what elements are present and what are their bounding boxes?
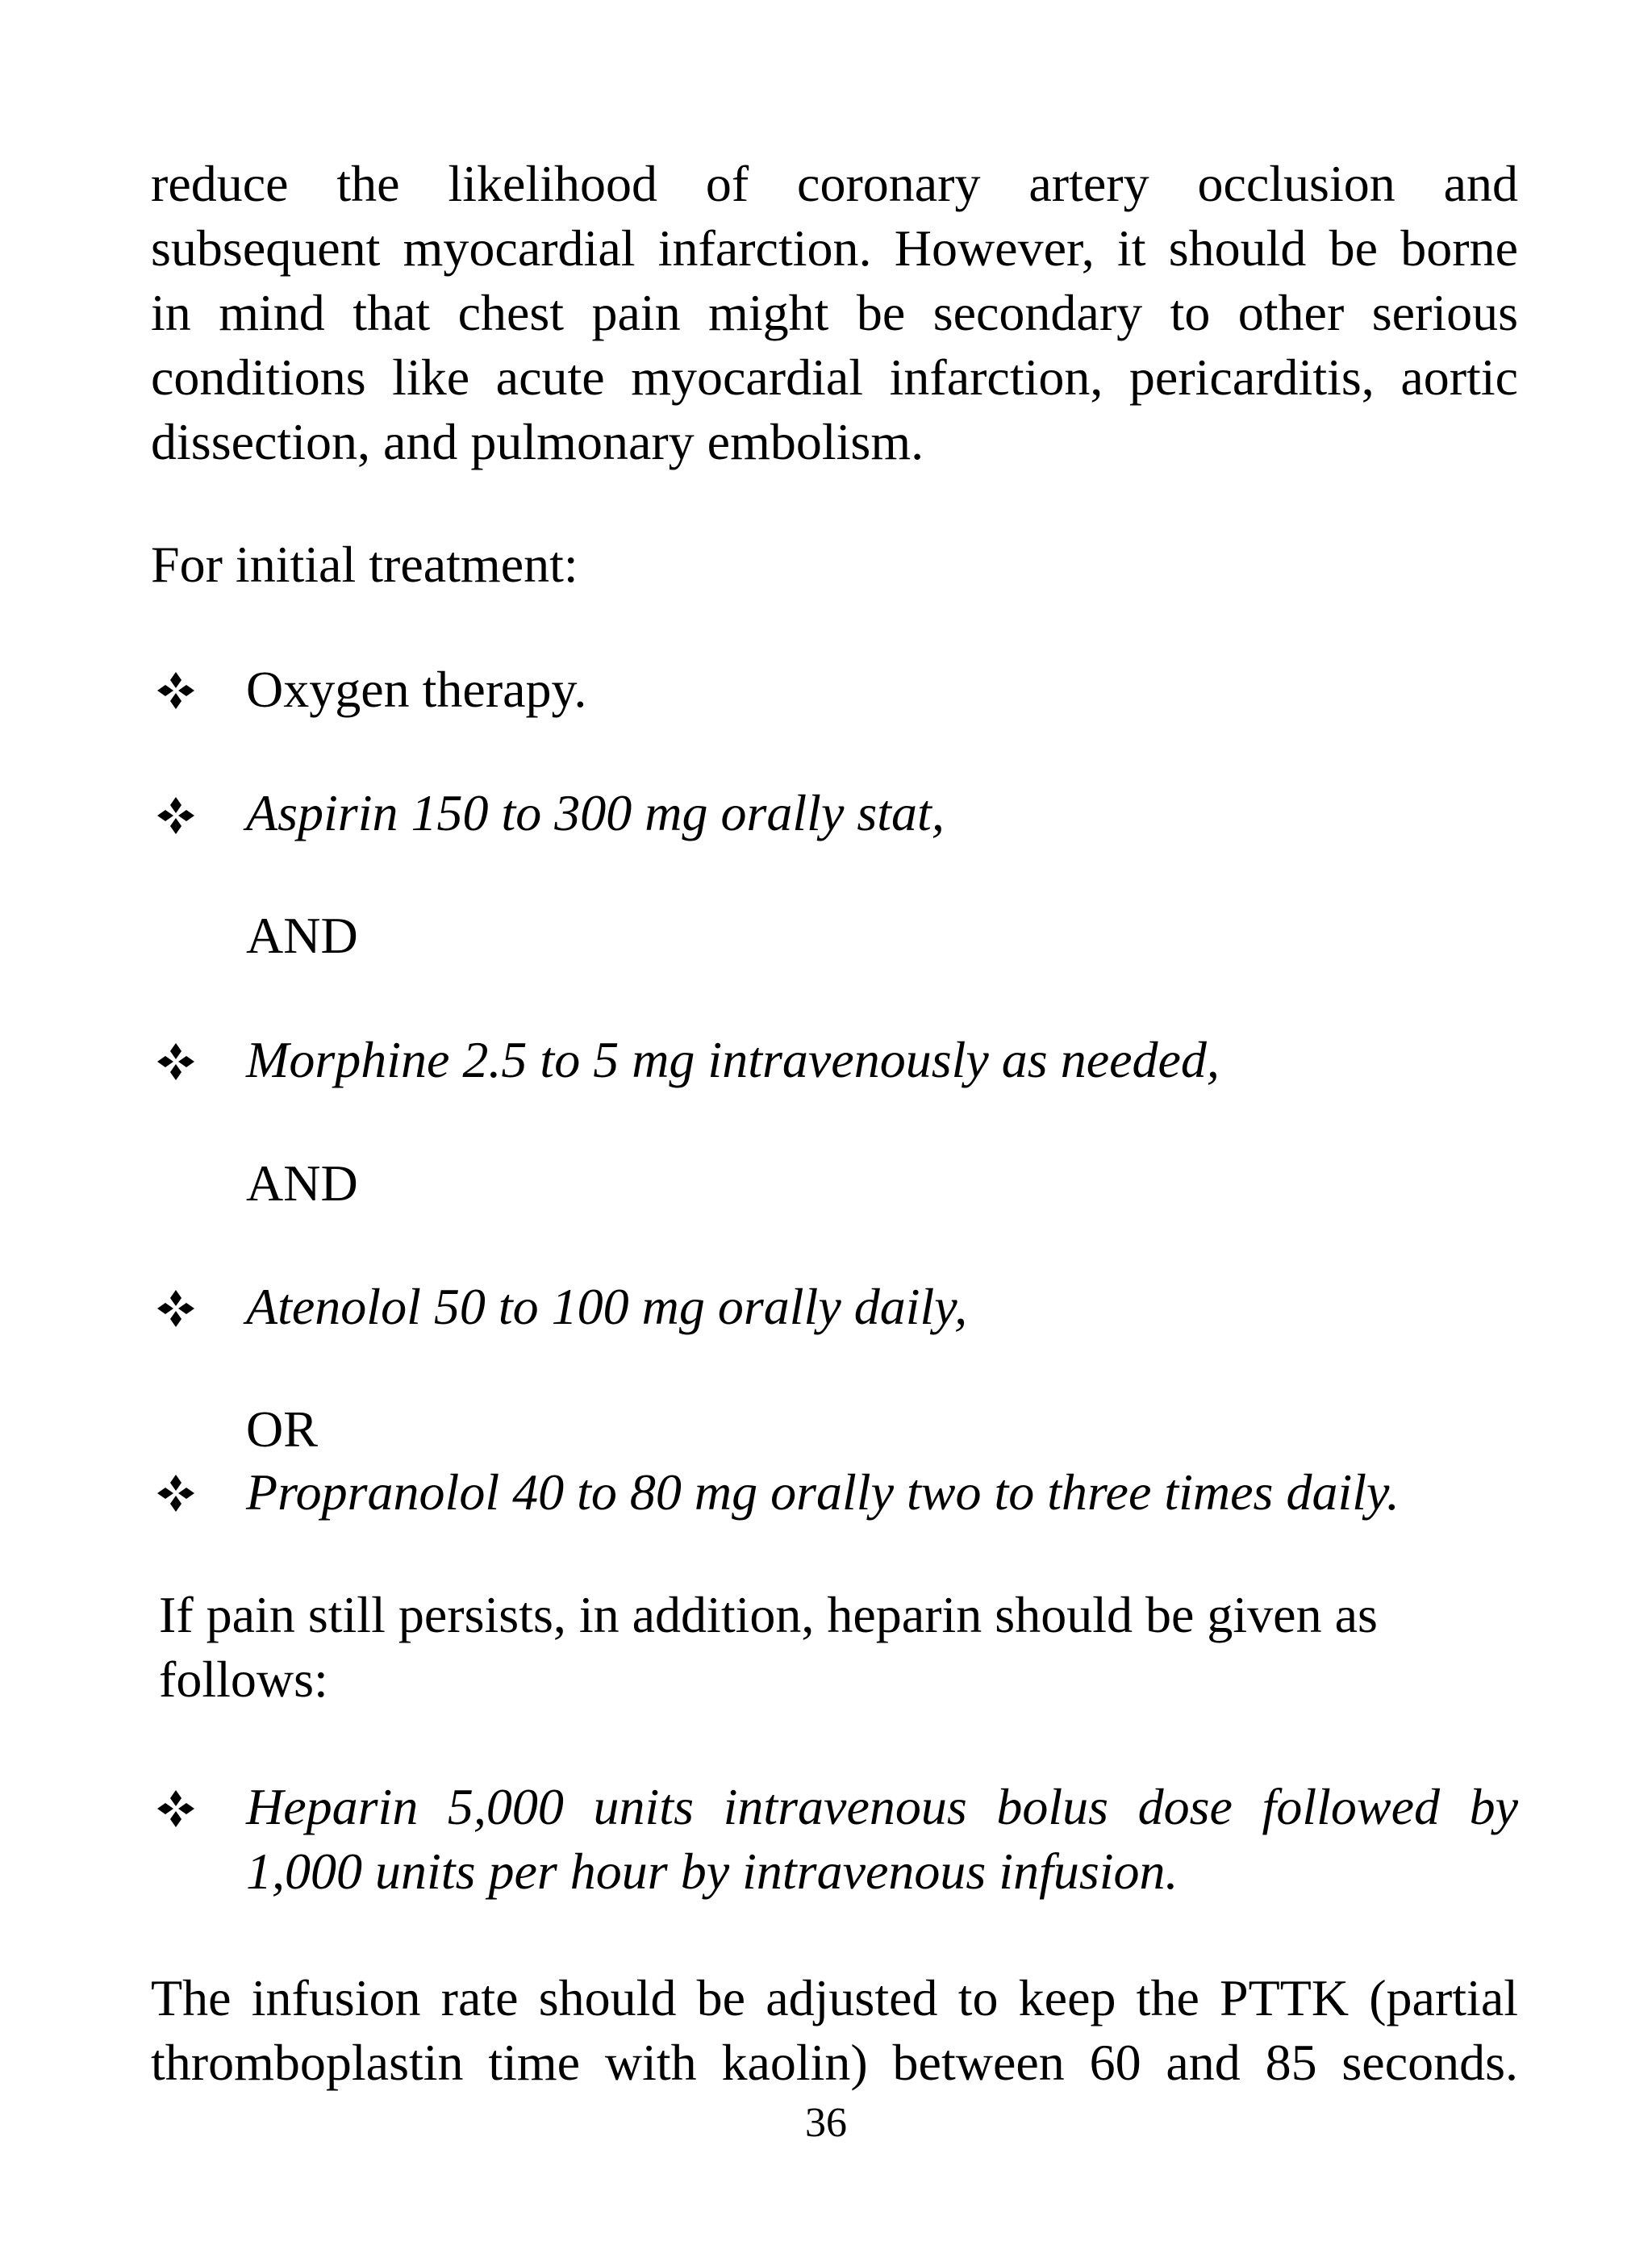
heparin-intro-line: follows: — [159, 1651, 328, 1708]
page-number: 36 — [805, 2100, 847, 2146]
paragraph-line: in mind that chest pain might be secondary to other serious — [151, 284, 1518, 341]
diamond-bullet-icon — [155, 1288, 197, 1329]
paragraph-line: dissection, and pulmonary embolism. — [151, 413, 924, 470]
treatment-item: Propranolol 40 to 80 mg orally two to three times daily. — [246, 1463, 1400, 1521]
treatment-item: Aspirin 150 to 300 mg orally stat, — [246, 784, 945, 841]
diamond-bullet-icon — [155, 1041, 197, 1083]
connector-and: AND — [246, 1154, 358, 1212]
diamond-bullet-icon — [155, 670, 197, 712]
treatment-item: Atenolol 50 to 100 mg orally daily, — [246, 1278, 968, 1335]
heparin-item-line: 1,000 units per hour by intravenous infusion. — [246, 1843, 1179, 1900]
paragraph-line: subsequent myocardial infarction. However, it should be borne — [151, 219, 1518, 277]
heparin-item-line: Heparin 5,000 units intravenous bolus dose followed by — [246, 1778, 1518, 1835]
initial-treatment-heading: For initial treatment: — [151, 536, 578, 593]
connector-and: AND — [246, 907, 358, 964]
heparin-intro-line: If pain still persists, in addition, heparin should be given as — [159, 1586, 1378, 1643]
paragraph-line: conditions like acute myocardial infarction, pericarditis, aortic — [151, 349, 1518, 406]
diamond-bullet-icon — [155, 1788, 197, 1830]
treatment-item: Morphine 2.5 to 5 mg intravenously as needed, — [246, 1031, 1220, 1088]
closing-paragraph-line: The infusion rate should be adjusted to keep the PTTK (partial — [151, 1969, 1518, 2026]
diamond-bullet-icon — [155, 795, 197, 837]
diamond-bullet-icon — [155, 1472, 197, 1514]
closing-paragraph-line: thromboplastin time with kaolin) between 60 and 85 seconds. — [151, 2034, 1518, 2091]
paragraph-line: reduce the likelihood of coronary artery occlusion and — [151, 155, 1518, 212]
treatment-item: Oxygen therapy. — [246, 661, 587, 718]
connector-or: OR — [246, 1400, 318, 1458]
